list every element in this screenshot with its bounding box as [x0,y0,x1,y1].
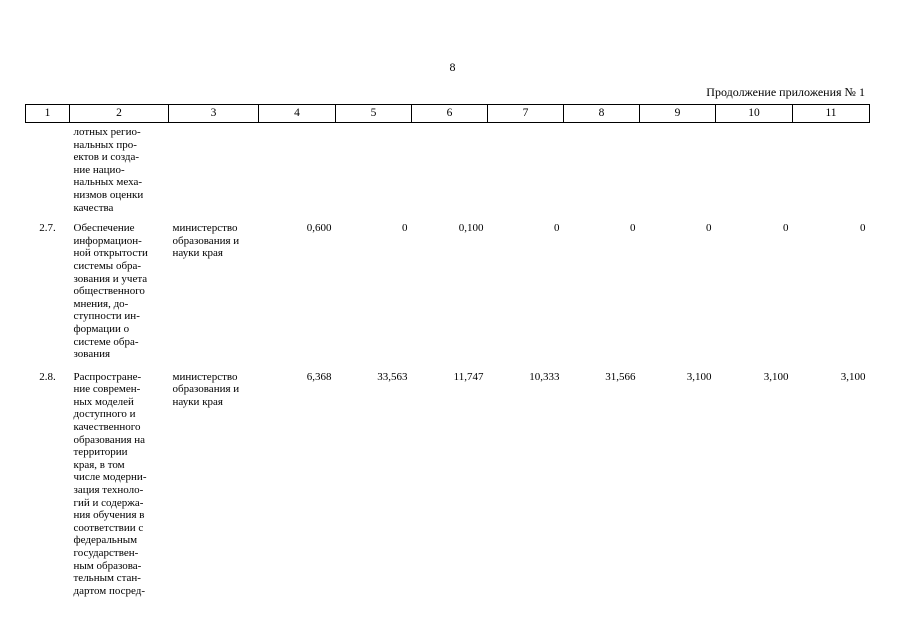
column-header: 7 [488,105,564,123]
value-cell: 11,747 [453,370,484,383]
row-name-continuation [70,123,169,221]
value-cell: 31,566 [605,370,636,383]
column-header: 10 [716,105,793,123]
column-header: 11 [793,105,870,123]
value-cell: 0,600 [306,222,332,235]
value-cell: 3,100 [840,370,866,383]
column-header: 9 [640,105,716,123]
column-header: 2 [70,105,169,123]
value-cell: 10,333 [529,370,560,383]
table-header-row [26,105,870,123]
value-cell: 6,368 [306,370,332,383]
column-header: 5 [336,105,412,123]
value-cell: 0 [554,222,560,235]
value-cell: 0 [630,222,636,235]
row-executor-text: министерство образования и науки края [172,222,240,260]
appendix-caption: Продолжение приложения № 1 [706,85,865,99]
value-cell: 0 [402,222,408,235]
table-row [26,369,870,606]
value-cell: 0 [783,222,789,235]
value-cell: 0,100 [458,222,484,235]
table-row [26,220,870,369]
table-row [26,123,870,221]
row-name-text: лотных регио- нальных про- ектов и созда- ние нацио- нальных меха- низмов оценки качества [73,126,144,214]
row-name [70,220,169,369]
row-name-text: Обеспечение информацион- ной открытости системы обра- зования и учета общественного мнения, до- ступности ин- формации о системе обра- зования [73,222,148,361]
row-number: 2.8. [39,370,56,383]
row-number: 2.7. [39,222,56,235]
row-executor [169,220,259,369]
column-header: 3 [169,105,259,123]
column-header: 1 [26,105,70,123]
value-cell: 33,563 [377,370,408,383]
value-cell: 3,100 [763,370,789,383]
row-executor-text: министерство образования и науки края [172,370,240,408]
page-number: 8 [449,60,456,74]
column-header: 8 [564,105,640,123]
row-name-text: Распростране- ние современ- ных моделей доступного и качественного образования на территории края, в том числе модерни- зация техноло- гий и содержа- ния обучения в соответствии с федеральным государствен- ным образова- тельным стан- дартом посред- [73,370,147,597]
row-executor [169,369,259,606]
value-cell: 0 [860,222,866,235]
value-cell: 3,100 [686,370,712,383]
appendix-table [25,104,870,605]
column-header: 4 [259,105,336,123]
value-cell: 0 [706,222,712,235]
row-name [70,369,169,606]
column-header: 6 [412,105,488,123]
